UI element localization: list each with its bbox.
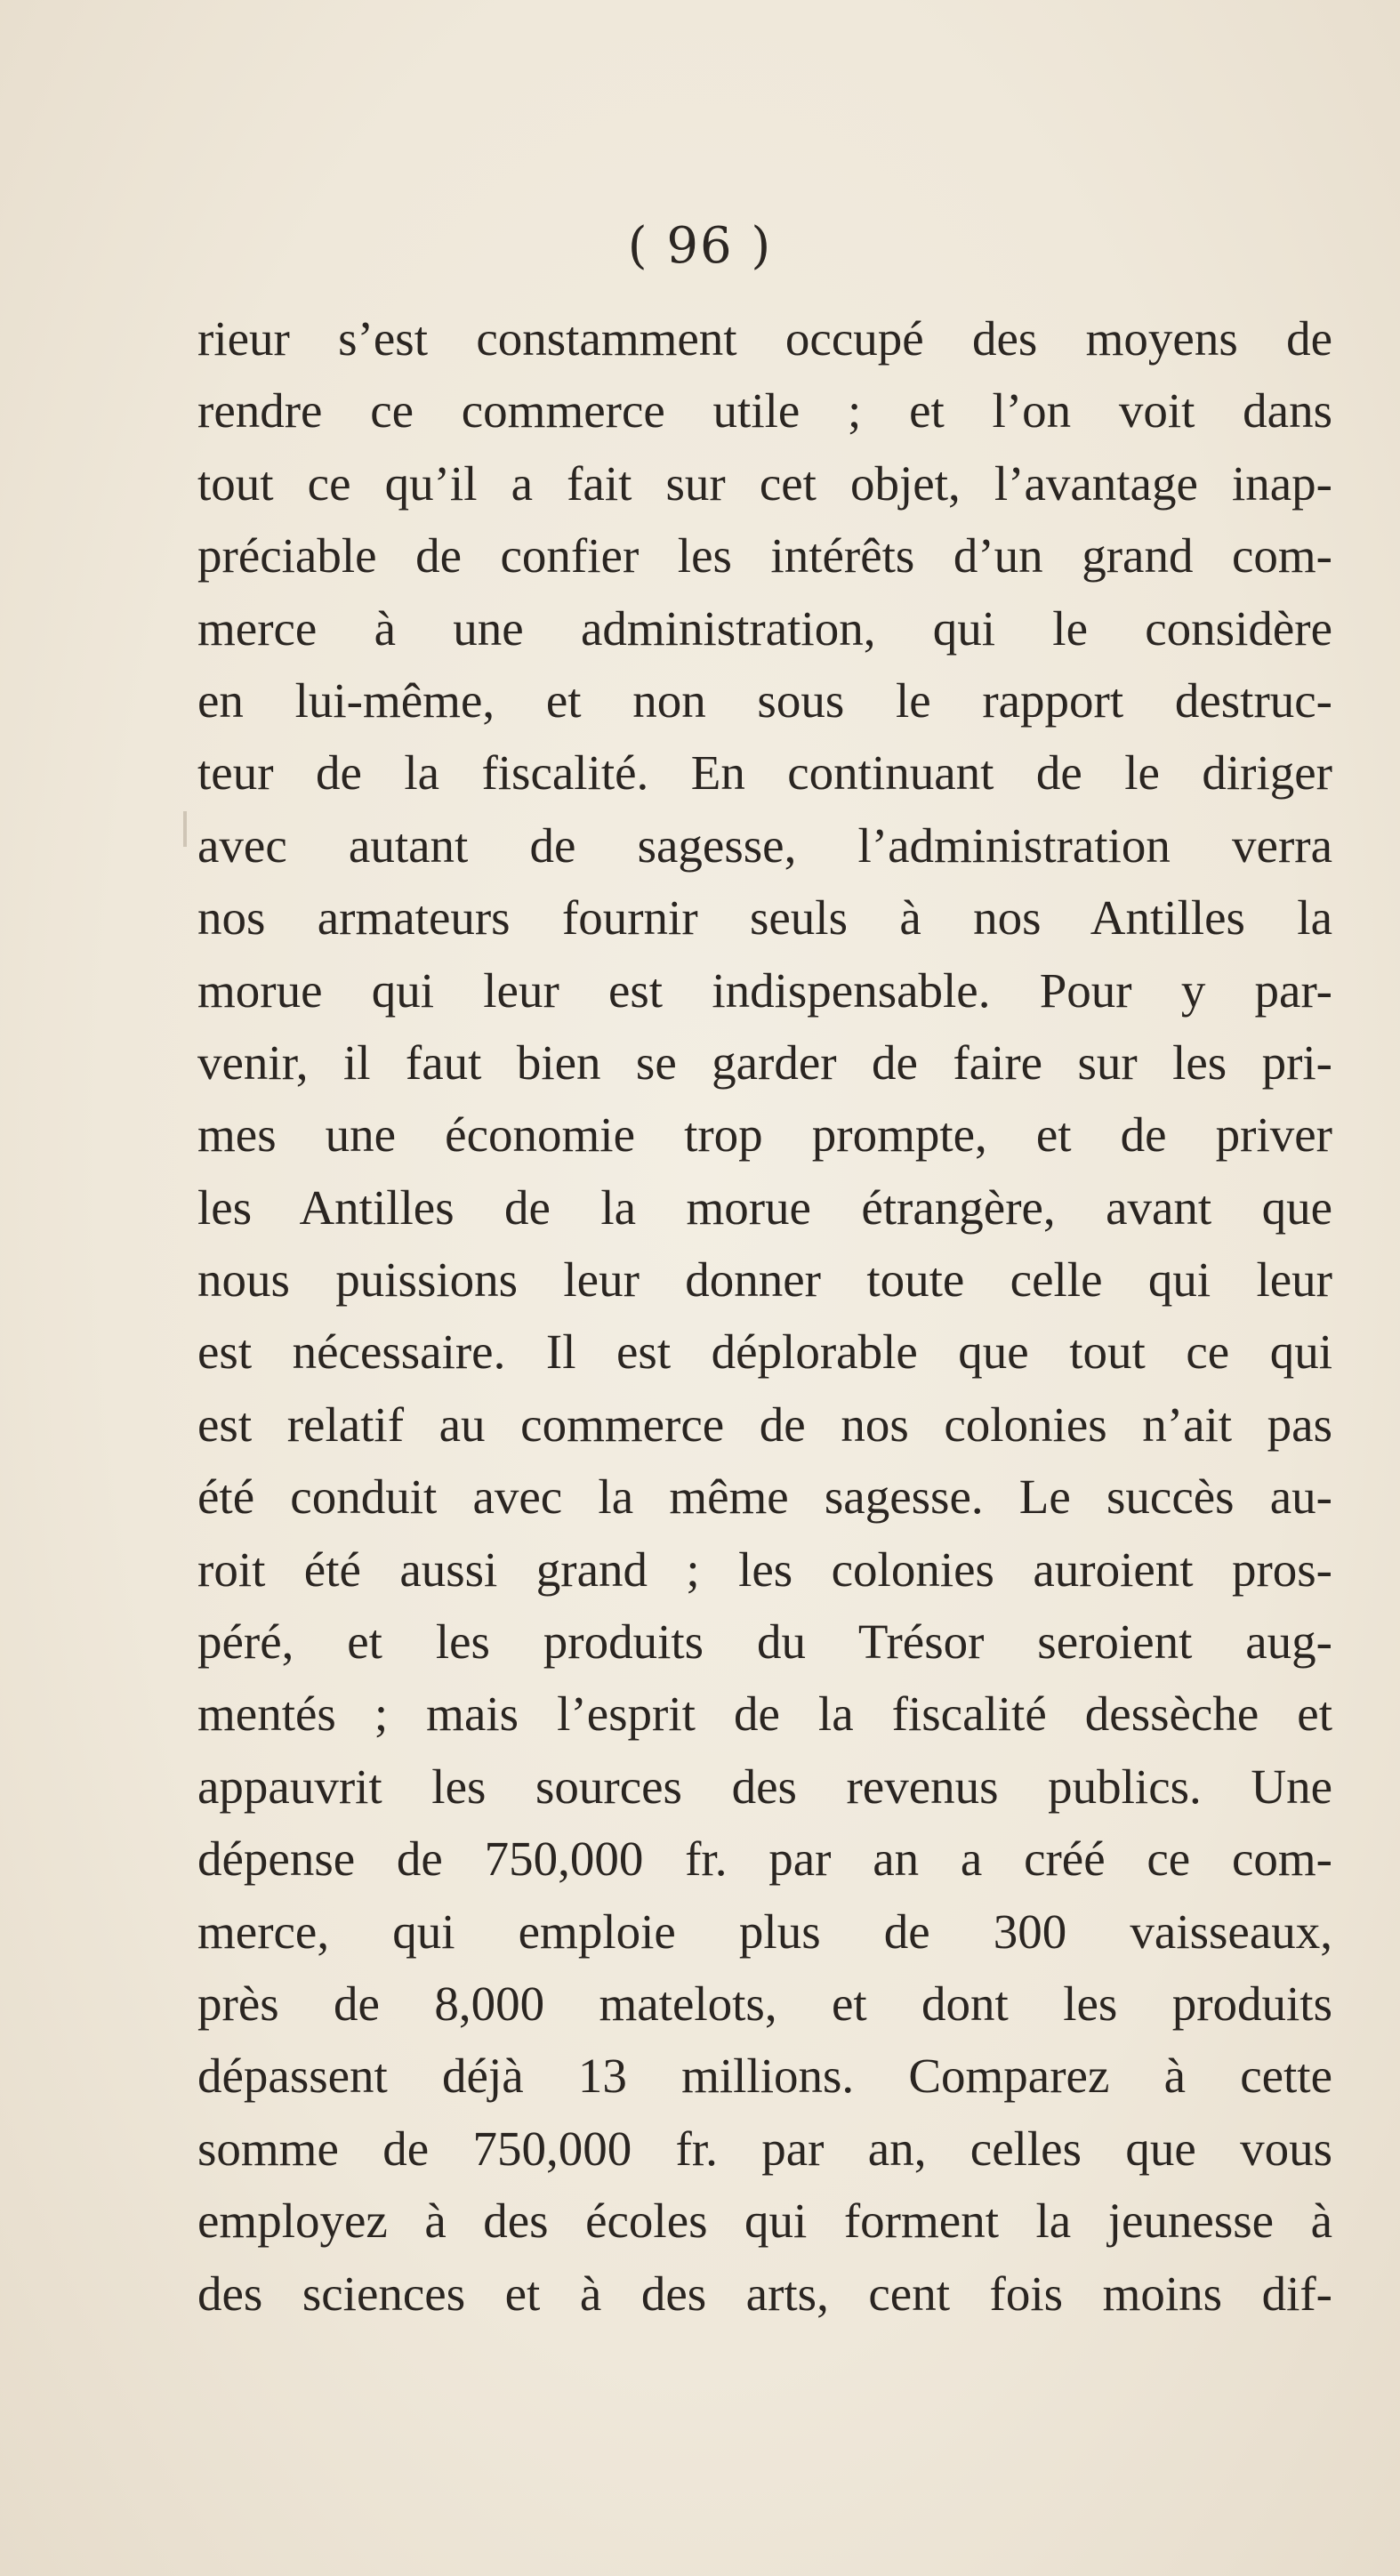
text-line: morue qui leur est indispensable. Pour y par- xyxy=(197,962,1332,1018)
body-text xyxy=(197,302,1332,2330)
text-line: avec autant de sagesse, l’administration verra xyxy=(197,817,1332,873)
page-number: ( 96 ) xyxy=(627,217,773,275)
text-line: péré, et les produits du Trésor seroient aug- xyxy=(197,1614,1332,1670)
text-line: est relatif au commerce de nos colonies n’ait pas xyxy=(197,1397,1332,1452)
text-line: roit été aussi grand ; les colonies auroient pros- xyxy=(197,1542,1332,1597)
text-line: rieur s’est constamment occupé des moyens de xyxy=(197,311,1332,366)
paper-crease-mark xyxy=(183,811,187,847)
text-line: tout ce qu’il a fait sur cet objet, l’avantage inap- xyxy=(197,455,1332,511)
text-line: mentés ; mais l’esprit de la fiscalité dessèche et xyxy=(197,1686,1332,1742)
text-line: des sciences et à des arts, cent fois moins dif- xyxy=(197,2266,1332,2321)
text-line: appauvrit les sources des revenus publics. Une xyxy=(197,1759,1332,1814)
text-line: somme de 750,000 fr. par an, celles que vous xyxy=(197,2121,1332,2176)
text-line: teur de la fiscalité. En continuant de le diriger xyxy=(197,745,1332,801)
text-line: nous puissions leur donner toute celle qui leur xyxy=(197,1252,1332,1308)
text-line: employez à des écoles qui forment la jeunesse à xyxy=(197,2194,1332,2249)
text-line: merce, qui emploie plus de 300 vaisseaux, xyxy=(197,1904,1332,1959)
text-line: préciable de confier les intérêts d’un grand com- xyxy=(197,528,1332,584)
text-line: mes une économie trop prompte, et de priver xyxy=(197,1107,1332,1163)
text-line: en lui-même, et non sous le rapport destruc- xyxy=(197,672,1332,728)
text-line: dépassent déjà 13 millions. Comparez à cette xyxy=(197,2049,1332,2104)
text-line: été conduit avec la même sagesse. Le succès au- xyxy=(197,1469,1332,1525)
text-line: nos armateurs fournir seuls à nos Antilles la xyxy=(197,890,1332,946)
text-line: merce à une administration, qui le considère xyxy=(197,600,1332,656)
text-line: les Antilles de la morue étrangère, avant que xyxy=(197,1179,1332,1235)
text-line: dépense de 750,000 fr. par an a créé ce com- xyxy=(197,1831,1332,1887)
text-line: est nécessaire. Il est déplorable que tout ce qui xyxy=(197,1324,1332,1380)
text-line: venir, il faut bien se garder de faire sur les pri- xyxy=(197,1034,1332,1090)
text-line: rendre ce commerce utile ; et l’on voit dans xyxy=(197,383,1332,439)
text-line: près de 8,000 matelots, et dont les produits xyxy=(197,1976,1332,2031)
